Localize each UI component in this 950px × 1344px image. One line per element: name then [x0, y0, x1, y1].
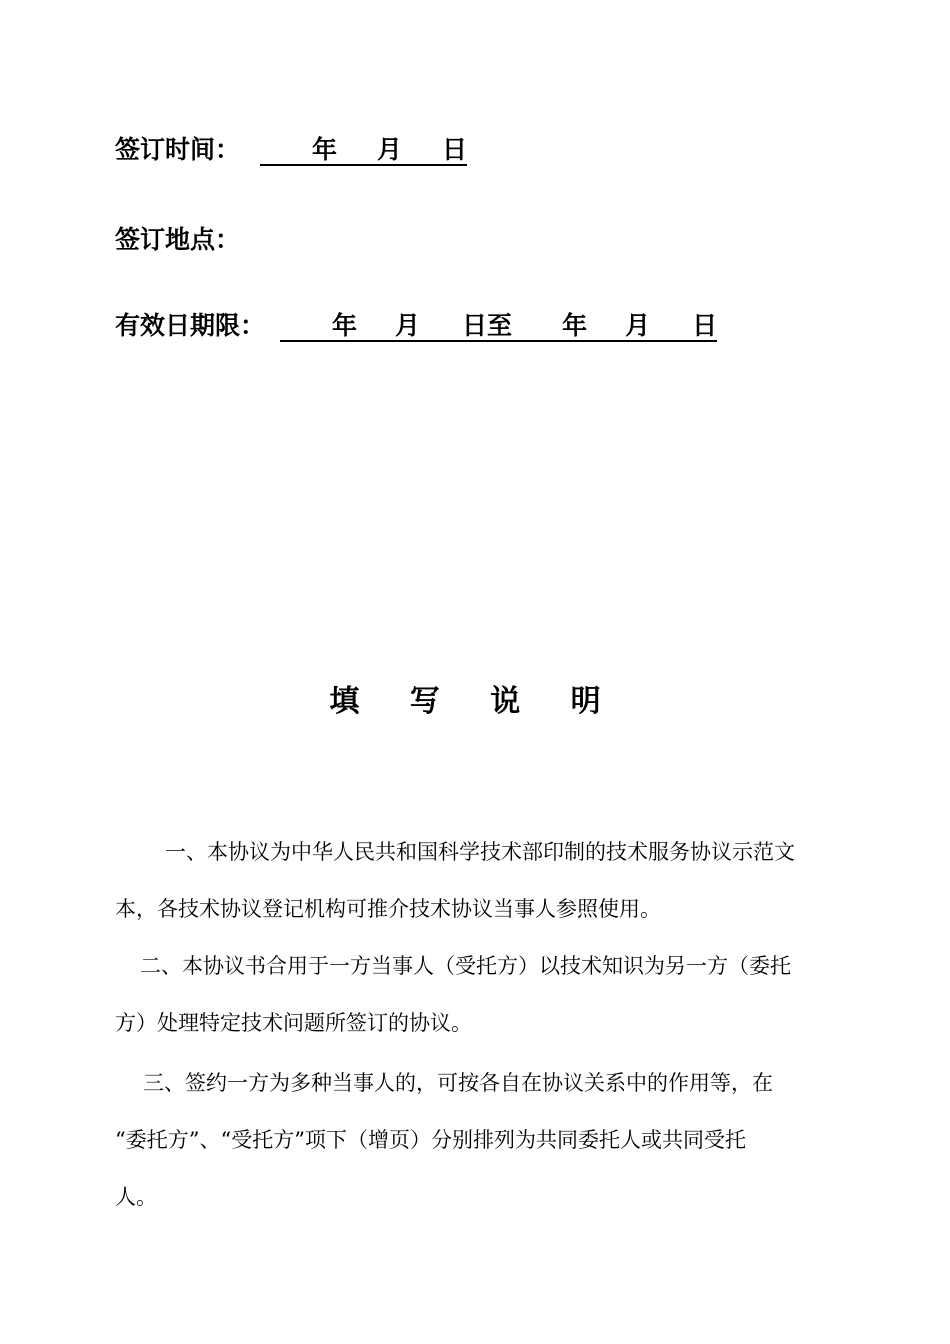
instructions-paragraph-3: [115, 1055, 850, 1226]
validity-day-start: 日至: [462, 311, 513, 340]
paragraph-3-line-1: 三、签约一方为多种当事人的，可按各自在协议关系中的作用等，在: [143, 1071, 773, 1095]
signing-time-year: 年: [312, 135, 338, 164]
signing-place-label: 签订地点：: [115, 225, 241, 254]
instructions-paragraph-2: [115, 938, 850, 1052]
validity-day-end: 日: [692, 311, 718, 340]
paragraph-3-line-2: “委托方”、“受托方”项下（增页）分别排列为共同委托人或共同受托: [115, 1128, 746, 1152]
signing-time-label: 签订时间：: [115, 135, 241, 164]
signing-time-value[interactable]: [260, 136, 467, 166]
paragraph-2-line-1: 二、本协议书合用于一方当事人（受托方）以技术知识为另一方（委托: [140, 954, 791, 978]
paragraph-3-line-3: 人。: [115, 1185, 157, 1209]
validity-field: [115, 311, 717, 342]
validity-month-end: 月: [625, 311, 651, 340]
paragraph-2-line-2: 方）处理特定技术问题所签订的协议。: [115, 1011, 472, 1035]
validity-value[interactable]: [280, 312, 717, 342]
signing-time-day: 日: [442, 135, 468, 164]
validity-year-end: 年: [562, 311, 588, 340]
instructions-paragraph-1: [115, 824, 850, 938]
signing-time-field: [115, 135, 467, 166]
paragraph-1-line-1: 一、本协议为中华人民共和国科学技术部印制的技术服务协议示范文: [165, 840, 795, 864]
validity-month-start: 月: [395, 311, 421, 340]
validity-year-start: 年: [332, 311, 358, 340]
validity-label: 有效日期限：: [115, 311, 266, 340]
signing-place-field: [115, 225, 240, 255]
signing-time-month: 月: [377, 135, 403, 164]
paragraph-1-line-2: 本，各技术协议登记机构可推介技术协议当事人参照使用。: [115, 897, 661, 921]
instructions-title: 填 写 说 明: [329, 684, 621, 719]
